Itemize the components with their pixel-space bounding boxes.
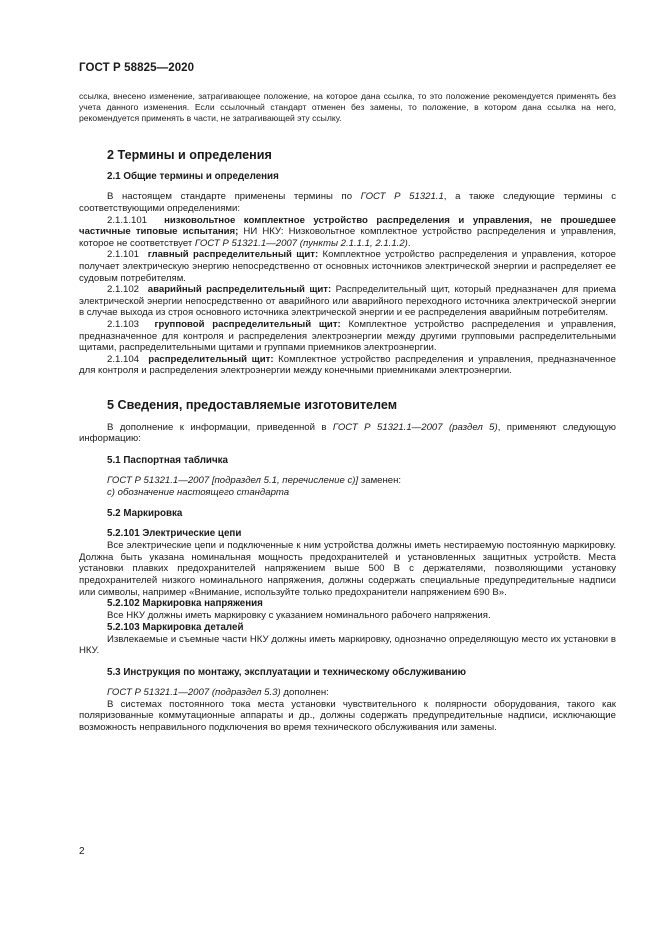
section-5-1-line2: с) обозначение настоящего стандарта <box>107 486 290 498</box>
section-5-1-title: 5.1 Паспортная табличка <box>107 455 228 467</box>
document-id: ГОСТ Р 58825—2020 <box>79 62 195 74</box>
section-5-lead: В дополнение к информации, приведенной в ГОСТ Р 51321.1—2007 (раздел 5), применяют следующую информацию: <box>79 421 616 445</box>
term-2-1-103: 2.1.103 групповой распределительный щит: Комплектное устройство распределения и управления, предназначенное для контроля и распределения электроэнергии между другими групповыми распределительными щитами, распределительными щитами и группами приемников электроэнергии. <box>79 318 616 354</box>
section-5-2-103-text: Извлекаемые и съемные части НКУ должны иметь маркировку, однозначно определяющую место их установки в НКУ. <box>79 633 616 657</box>
section-5-2-103-title: 5.2.103 Маркировка деталей <box>107 621 244 633</box>
term-2-1-102: 2.1.102 аварийный распределительный щит: Распределительный щит, который предназначен для приема электрической энергии непосредственно от аварийного или аварийного переходного источника электрической энергии в случае выхода из строя основного источника электрической энергии и ее распределения аварийным потребителям. <box>79 284 616 319</box>
section-5-3-title: 5.3 Инструкция по монтажу, эксплуатации и техническому обслуживанию <box>107 667 466 679</box>
section-5-2-102-title: 5.2.102 Маркировка напряжения <box>107 598 263 610</box>
term-2-1-101: 2.1.101 главный распределительный щит: Комплектное устройство распределения и управления, которое получает электрическую энергию непосредственно от основных источников электрической энергии и распределяет ее судовым потребителям. <box>79 249 616 284</box>
page-number: 2 <box>79 846 85 857</box>
term-2-1-1-101: 2.1.1.101 низковольтное комплектное устройство распределения и управления, не прошедшее частичные типовые испытания; НИ НКУ: Низковольтное комплектное устройство распределения и управления, которое не соответствует ГОСТ Р 51321.1—2007 (пункты 2.1.1.1, 2.1.1.2). <box>79 214 616 249</box>
section-5-2-101-text: Все электрические цепи и подключенные к ним устройства должны иметь нестираемую постоянную маркировку. Должна быть указана номинальная мощность предохранителей и установленных защитных устройств. Места установки плавких предохранителей напряжением выше 500 В с держателями, позволяющими установку предохранителей низкого номинального напряжения, должны содержать специальные предупредительные надписи или символы, например «Внимание, используйте только предохранители напряжением 690 В». <box>79 540 616 598</box>
page-content <box>79 91 616 733</box>
term-2-1-104: 2.1.104 распределительный щит: Комплектное устройство распределения и управления, предназначенное для контроля и распределения электроэнергии между конечными приемниками электроэнергии. <box>79 353 616 377</box>
section-2-title: 2 Термины и определения <box>107 148 272 163</box>
section-5-2-title: 5.2 Маркировка <box>107 508 183 520</box>
section-5-2-102-text: Все НКУ должны иметь маркировку с указанием номинального рабочего напряжения. <box>107 610 491 622</box>
section-5-3-text: В системах постоянного тока места установки чувствительного к полярности оборудования, такого как поляризованные коммутационные аппараты и др., должны содержать предупредительные надписи, исключающие возможность неправильного подключения во время технического обслуживания или замены. <box>79 698 616 733</box>
intro-paragraph: ссылка, внесено изменение, затрагивающее положение, на которое дана ссылка, то это положение рекомендуется применять без учета данного изменения. Если ссылочный стандарт отменен без замены, то положение, в котором дана ссылка на него, рекомендуется применять в части, не затрагивающей эту ссылку. <box>79 91 616 123</box>
section-5-3-line1: ГОСТ Р 51321.1—2007 (подраздел 5.3) дополнен: <box>107 687 329 699</box>
section-5-1-line1: ГОСТ Р 51321.1—2007 [подраздел 5.1, перечисление с)] заменен: <box>107 475 402 487</box>
section-2-1-lead: В настоящем стандарте применены термины по ГОСТ Р 51321.1, а также следующие термины с соответствующими определениями: <box>79 191 616 214</box>
section-5-title: 5 Сведения, предоставляемые изготовителем <box>107 397 398 412</box>
section-2-1-title: 2.1 Общие термины и определения <box>107 171 279 183</box>
section-5-2-101-title: 5.2.101 Электрические цепи <box>107 528 242 540</box>
